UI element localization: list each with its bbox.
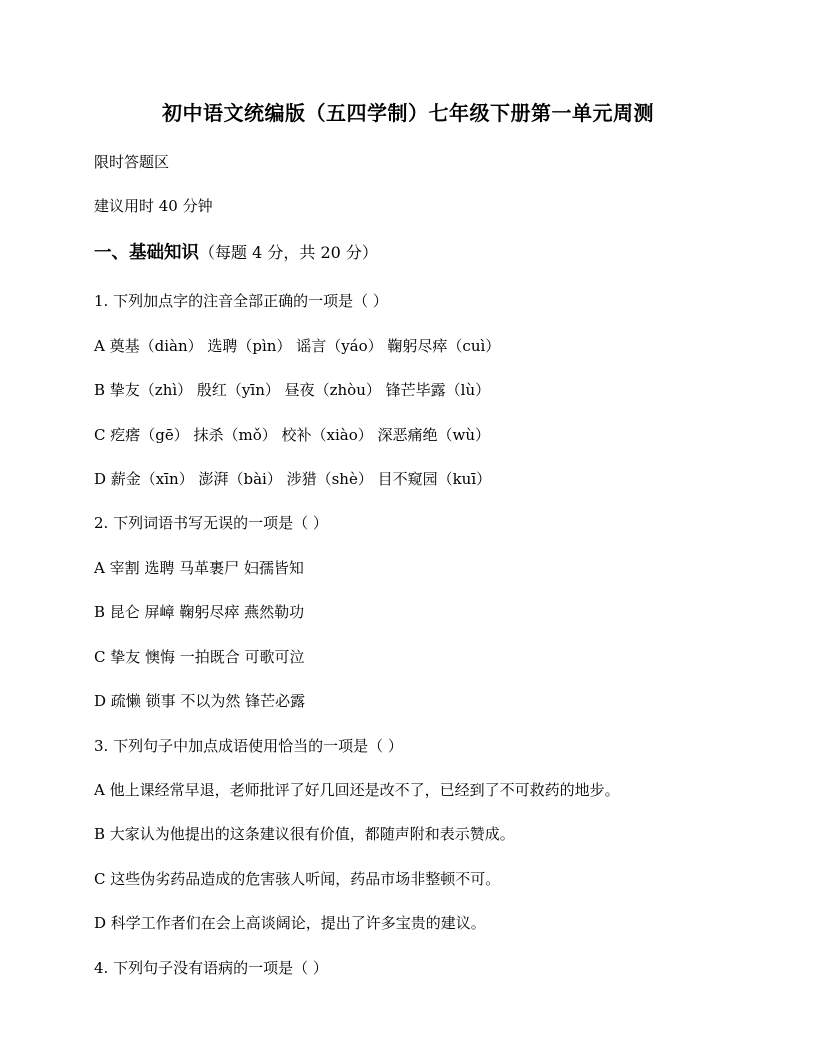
question-stem: 2. 下列词语书写无误的一项是（ ） [94, 514, 328, 532]
question-option: B 昆仑 屏嶂 鞠躬尽瘁 燕然勒功 [94, 603, 305, 621]
question-stem: 4. 下列句子没有语病的一项是（ ） [94, 959, 328, 977]
section-title: 一、基础知识 [94, 243, 199, 263]
question-option: C 挚友 懊悔 一拍既合 可歌可泣 [94, 648, 305, 666]
section-score-note: （每题 4 分，共 20 分） [199, 243, 378, 262]
question-option: D 疏懒 锁事 不以为然 锋芒必露 [94, 692, 306, 710]
question-option: A 奠基（diàn） 选聘（pìn） 谣言（yáo） 鞠躬尽瘁（cuì） [94, 337, 501, 355]
question-stem: 1. 下列加点字的注音全部正确的一项是（ ） [94, 292, 388, 310]
meta-suggested-time: 建议用时 40 分钟 [94, 197, 213, 215]
question-option: C 疙瘩（gē） 抹杀（mǒ） 校补（xiào） 深恶痛绝（wù） [94, 426, 491, 444]
question-option: A 宰割 选聘 马革裹尸 妇孺皆知 [94, 559, 304, 577]
question-option: B 挚友（zhì） 殷红（yīn） 昼夜（zhòu） 锋芒毕露（lù） [94, 381, 491, 399]
question-option: D 科学工作者们在会上高谈阔论，提出了许多宝贵的建议。 [94, 914, 486, 932]
question-option: A 他上课经常早退，老师批评了好几回还是改不了，已经到了不可救药的地步。 [94, 781, 620, 799]
question-option: D 薪金（xīn） 澎湃（bài） 涉猎（shè） 目不窥园（kuī） [94, 470, 492, 488]
question-option: B 大家认为他提出的这条建议很有价值，都随声附和表示赞成。 [94, 825, 515, 843]
section-heading [94, 239, 378, 264]
meta-answer-area: 限时答题区 [94, 153, 170, 171]
question-option: C 这些伪劣药品造成的危害骇人听闻，药品市场非整顿不可。 [94, 870, 501, 888]
page-title: 初中语文统编版（五四学制）七年级下册第一单元周测 [162, 101, 654, 125]
question-stem: 3. 下列句子中加点成语使用恰当的一项是（ ） [94, 737, 403, 755]
